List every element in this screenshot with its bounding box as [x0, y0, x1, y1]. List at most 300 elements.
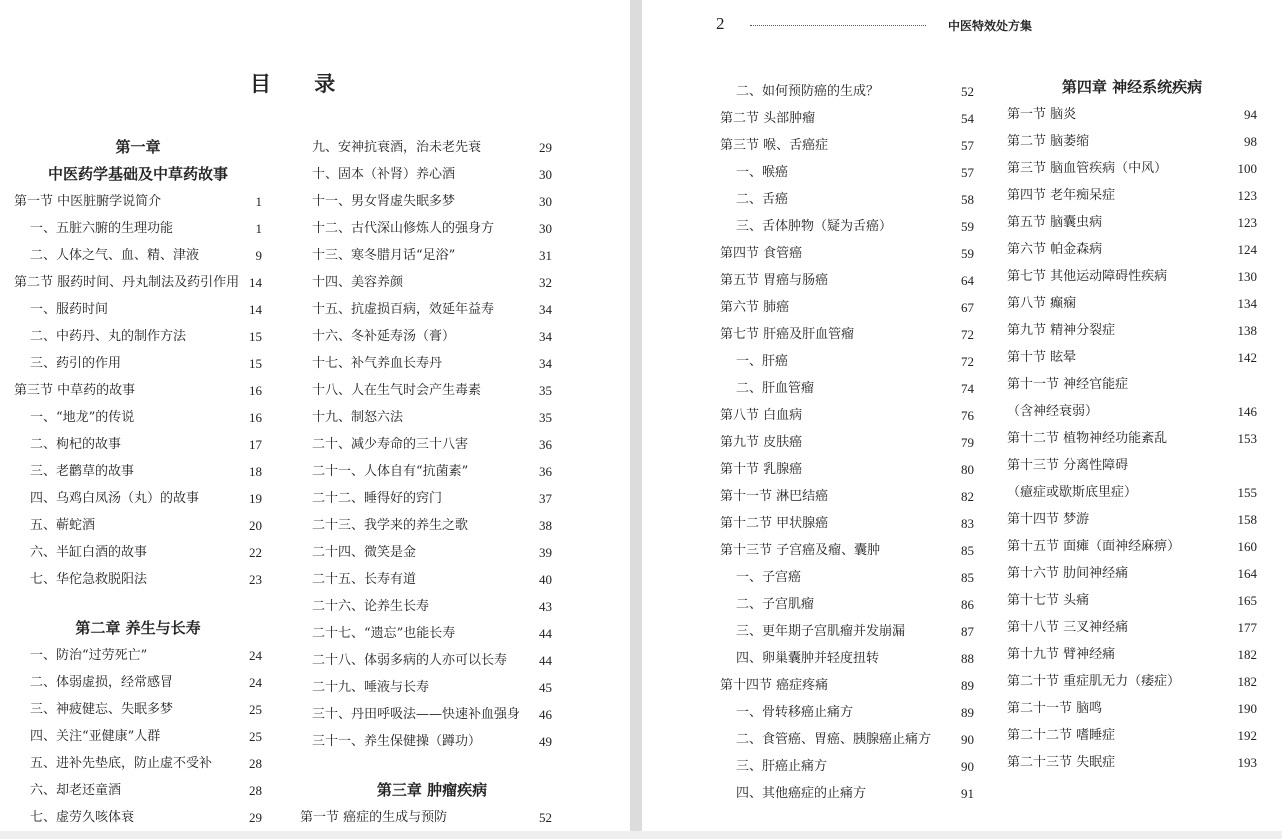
toc-entry[interactable] [312, 377, 552, 404]
toc-entry-label: 第二节 头部肿瘤 [720, 111, 816, 126]
toc-entry-label: 六、却老还童酒 [30, 783, 122, 798]
toc-entry[interactable] [1007, 614, 1257, 641]
toc-entry[interactable] [14, 642, 262, 669]
toc-entry-label: 二、如何预防癌的生成？ [736, 84, 880, 99]
toc-entry-page-number: 30 [539, 194, 552, 209]
toc-entry[interactable] [312, 161, 552, 188]
toc-entry[interactable] [14, 539, 262, 566]
toc-entry[interactable] [720, 402, 974, 429]
toc-entry-page-number: 30 [539, 167, 552, 182]
toc-entry[interactable] [1007, 317, 1257, 344]
left-page [0, 0, 630, 839]
toc-entry-page-number: 23 [249, 572, 262, 587]
toc-entry-label: 二、中药丹、丸的制作方法 [30, 329, 187, 344]
toc-entry-page-number: 24 [249, 648, 262, 663]
toc-entry-label: 第二节 服药时间、丹丸制法及药引作用 [14, 275, 240, 290]
toc-entry-label: 二、子宫肌瘤 [736, 597, 815, 612]
toc-entry-label: 第四节 食管癌 [720, 246, 803, 261]
toc-entry[interactable] [312, 242, 552, 269]
toc-entry-page-number: 19 [249, 491, 262, 506]
toc-entry[interactable] [720, 456, 974, 483]
toc-entry-label: 二、体弱虚损，经常感冒 [30, 675, 174, 690]
toc-entry[interactable] [1007, 182, 1257, 209]
toc-entry[interactable] [312, 431, 552, 458]
toc-entry-page-number: 90 [961, 759, 974, 774]
toc-entry-page-number: 85 [961, 543, 974, 558]
toc-entry-page-number: 182 [1237, 647, 1257, 662]
toc-entry-page-number: 16 [249, 383, 262, 398]
toc-entry-label: 二十、减少寿命的三十八害 [312, 437, 469, 452]
toc-entry-page-number: 49 [539, 734, 552, 749]
toc-entry[interactable] [312, 647, 552, 674]
toc-entry-page-number: 52 [539, 810, 552, 825]
toc-entry[interactable] [14, 723, 262, 750]
toc-entry-label: 十六、冬补延寿汤（膏） [312, 329, 456, 344]
toc-entry[interactable] [720, 321, 974, 348]
section-gap [14, 593, 262, 615]
toc-entry[interactable] [720, 510, 974, 537]
toc-entry[interactable] [720, 213, 974, 240]
toc-entry[interactable] [720, 105, 974, 132]
toc-entry-label: 第一节 癌症的生成与预防 [300, 810, 448, 825]
toc-entry-page-number: 34 [539, 302, 552, 317]
toc-entry[interactable] [1007, 236, 1257, 263]
toc-entry-page-number: 31 [539, 248, 552, 263]
toc-entry-page-number: 38 [539, 518, 552, 533]
toc-entry-page-number: 87 [961, 624, 974, 639]
toc-entry-label: 二、舌癌 [736, 192, 789, 207]
toc-entry[interactable] [1007, 587, 1257, 614]
toc-entry[interactable] [14, 269, 262, 296]
toc-entry-label: 第十三节 子宫癌及瘤、囊肿 [720, 543, 881, 558]
toc-entry-page-number: 177 [1237, 620, 1257, 635]
toc-entry-label: 第四节 老年痴呆症 [1007, 188, 1116, 203]
toc-entry-page-number: 30 [539, 221, 552, 236]
toc-entry[interactable] [14, 323, 262, 350]
toc-entry[interactable] [720, 591, 974, 618]
toc-entry-page-number: 192 [1237, 728, 1257, 743]
toc-entry-label: 第十一节 淋巴结癌 [720, 489, 829, 504]
toc-entry[interactable] [720, 240, 974, 267]
toc-entry-page-number: 34 [539, 329, 552, 344]
toc-entry[interactable] [14, 242, 262, 269]
toc-entry-page-number: 14 [249, 302, 262, 317]
toc-entry-label: 第三节 喉、舌癌症 [720, 138, 829, 153]
toc-entry[interactable] [14, 350, 262, 377]
toc-entry-label: 第十四节 癌症疼痛 [720, 678, 829, 693]
toc-entry-page-number: 9 [255, 248, 262, 263]
toc-entry[interactable] [720, 267, 974, 294]
toc-entry[interactable] [1007, 452, 1257, 479]
toc-entry[interactable] [720, 78, 974, 105]
toc-entry-page-number: 46 [539, 707, 552, 722]
toc-entry-label: 第六节 帕金森病 [1007, 242, 1103, 257]
toc-entry[interactable] [1007, 101, 1257, 128]
toc-entry-label: 第十二节 甲状腺癌 [720, 516, 829, 531]
toc-title: 目 录 [250, 71, 354, 96]
toc-entry-page-number: 165 [1237, 593, 1257, 608]
toc-entry-label: 十五、抗虚损百病，效延年益寿 [312, 302, 495, 317]
toc-entry-page-number: 138 [1237, 323, 1257, 338]
toc-entry[interactable] [312, 593, 552, 620]
toc-entry-page-number: 74 [961, 381, 974, 396]
toc-entry-label: 第一节 脑炎 [1007, 107, 1077, 122]
toc-entry-page-number: 89 [961, 705, 974, 720]
toc-entry[interactable] [312, 512, 552, 539]
toc-entry[interactable] [720, 294, 974, 321]
toc-entry-label: 十七、补气养血长寿丹 [312, 356, 443, 371]
toc-entry[interactable] [14, 404, 262, 431]
toc-entry[interactable] [300, 804, 552, 831]
toc-entry-label: （癔症或歇斯底里症） [1007, 485, 1138, 500]
toc-entry-label: 第十八节 三叉神经痛 [1007, 620, 1129, 635]
toc-entry-label: 二十八、体弱多病的人亦可以长寿 [312, 653, 508, 668]
toc-entry-label: 第七节 其他运动障碍性疾病 [1007, 269, 1168, 284]
section-gap [312, 755, 552, 777]
toc-entry-label: 第三节 脑血管疾病（中风） [1007, 161, 1168, 176]
left-column-2 [300, 134, 552, 831]
toc-entry-label: 第二十二节 嗜睡症 [1007, 728, 1116, 743]
toc-entry[interactable] [720, 564, 974, 591]
toc-entry[interactable] [14, 696, 262, 723]
toc-entry-label: 第三节 中草药的故事 [14, 383, 136, 398]
toc-entry-page-number: 14 [249, 275, 262, 290]
toc-entry[interactable] [312, 404, 552, 431]
toc-entry-page-number: 88 [961, 651, 974, 666]
toc-entry[interactable] [14, 296, 262, 323]
toc-entry-page-number: 76 [961, 408, 974, 423]
toc-entry[interactable] [1007, 425, 1257, 452]
toc-entry-label: 第十六节 肋间神经痛 [1007, 566, 1129, 581]
toc-entry[interactable] [720, 132, 974, 159]
toc-entry[interactable] [1007, 560, 1257, 587]
toc-entry[interactable] [14, 215, 262, 242]
toc-entry-page-number: 15 [249, 329, 262, 344]
toc-entry-label: 二十一、人体自有“抗菌素” [312, 464, 469, 479]
toc-entry[interactable] [1007, 695, 1257, 722]
toc-entry[interactable] [312, 728, 552, 755]
toc-entry[interactable] [312, 323, 552, 350]
toc-entry[interactable] [1007, 668, 1257, 695]
toc-entry-label: 五、进补先垫底，防止虚不受补 [30, 756, 213, 771]
toc-entry[interactable] [1007, 344, 1257, 371]
toc-entry-page-number: 32 [539, 275, 552, 290]
toc-entry-label: 第六节 肺癌 [720, 300, 790, 315]
toc-entry[interactable] [14, 669, 262, 696]
toc-entry-label: 九、安神抗衰酒，治未老先衰 [312, 140, 482, 155]
toc-entry-page-number: 86 [961, 597, 974, 612]
toc-entry[interactable] [720, 780, 974, 807]
toc-entry-page-number: 18 [249, 464, 262, 479]
toc-entry-label: 十九、制怒六法 [312, 410, 404, 425]
chapter-heading: 第二章 养生与长寿 [75, 619, 201, 637]
toc-entry-page-number: 58 [961, 192, 974, 207]
toc-entry-page-number: 190 [1237, 701, 1257, 716]
toc-entry[interactable] [312, 296, 552, 323]
toc-entry-page-number: 44 [539, 626, 552, 641]
toc-entry-page-number: 35 [539, 410, 552, 425]
toc-entry-page-number: 130 [1237, 269, 1257, 284]
toc-entry-page-number: 59 [961, 246, 974, 261]
toc-entry[interactable] [312, 215, 552, 242]
toc-entry-page-number: 90 [961, 732, 974, 747]
page-gutter [630, 0, 642, 839]
chapter-heading: 第四章 神经系统疾病 [1061, 78, 1203, 96]
toc-entry-page-number: 124 [1237, 242, 1257, 257]
toc-entry-page-number: 160 [1237, 539, 1257, 554]
toc-entry-page-number: 43 [539, 599, 552, 614]
toc-entry[interactable] [14, 377, 262, 404]
toc-entry-label: 第十一节 神经官能症 [1007, 377, 1129, 392]
toc-entry[interactable] [312, 620, 552, 647]
toc-entry-label: 第九节 皮肤癌 [720, 435, 803, 450]
toc-entry-page-number: 82 [961, 489, 974, 504]
toc-entry[interactable] [14, 188, 262, 215]
toc-entry-page-number: 22 [249, 545, 262, 560]
toc-entry[interactable] [312, 566, 552, 593]
chapter-heading: 第三章 肿瘤疾病 [376, 781, 488, 799]
toc-entry-label: 一、骨转移癌止痛方 [736, 705, 854, 720]
toc-entry[interactable] [1007, 722, 1257, 749]
toc-entry-label: 第二十节 重症肌无力（痿症） [1007, 674, 1181, 689]
toc-entry-label: 七、虚劳久咳体衰 [30, 810, 135, 825]
toc-entry-label: 十八、人在生气时会产生毒素 [312, 383, 482, 398]
toc-entry[interactable] [720, 618, 974, 645]
toc-entry-page-number: 123 [1237, 215, 1257, 230]
toc-entry[interactable] [312, 701, 552, 728]
toc-entry-page-number: 15 [249, 356, 262, 371]
toc-entry-label: 二、枸杞的故事 [30, 437, 122, 452]
toc-entry-label: 一、服药时间 [30, 302, 109, 317]
toc-entry[interactable] [720, 753, 974, 780]
toc-entry-label: 一、防治“过劳死亡” [30, 648, 148, 663]
toc-entry-label: 十二、古代深山修炼人的强身方 [312, 221, 495, 236]
toc-entry[interactable] [14, 458, 262, 485]
chapter-heading: 第一章 [115, 138, 161, 156]
viewer-bottom-bar [0, 831, 1282, 839]
toc-entry-label: 第二节 脑萎缩 [1007, 134, 1090, 149]
toc-entry-label: 三、舌体肿物（疑为舌癌） [736, 219, 893, 234]
toc-entry-page-number: 52 [961, 84, 974, 99]
toc-entry[interactable] [1007, 128, 1257, 155]
toc-entry[interactable] [1007, 398, 1257, 425]
toc-entry-page-number: 28 [249, 783, 262, 798]
toc-entry[interactable] [14, 566, 262, 593]
toc-entry[interactable] [312, 350, 552, 377]
toc-entry[interactable] [720, 672, 974, 699]
toc-entry-page-number: 1 [255, 194, 262, 209]
toc-entry-label: 一、肝癌 [736, 354, 789, 369]
toc-entry[interactable] [312, 539, 552, 566]
toc-entry-page-number: 155 [1237, 485, 1257, 500]
toc-entry-page-number: 153 [1237, 431, 1257, 446]
toc-entry-label: 三十、丹田呼吸法——快速补血强身 [312, 707, 521, 722]
toc-entry-page-number: 72 [961, 354, 974, 369]
toc-entry-label: （含神经衰弱） [1007, 404, 1099, 419]
toc-entry-label: 第八节 白血病 [720, 408, 803, 423]
toc-entry-page-number: 158 [1237, 512, 1257, 527]
toc-entry-label: 第二十一节 脑鸣 [1007, 701, 1103, 716]
toc-entry-label: 二、食管癌、胃癌、胰腺癌止痛方 [736, 732, 932, 747]
toc-entry-page-number: 54 [961, 111, 974, 126]
toc-entry-label: 三、更年期子宫肌瘤并发崩漏 [736, 624, 906, 639]
toc-entry-label: 六、半缸白酒的故事 [30, 545, 148, 560]
toc-entry[interactable] [720, 429, 974, 456]
toc-entry-label: 一、子宫癌 [736, 570, 802, 585]
toc-entry-label: 第十二节 植物神经功能紊乱 [1007, 431, 1168, 446]
toc-entry[interactable] [1007, 479, 1257, 506]
right-column-1 [720, 78, 974, 807]
toc-entry-page-number: 123 [1237, 188, 1257, 203]
toc-entry-label: 第七节 肝癌及肝血管瘤 [720, 327, 855, 342]
toc-entry[interactable] [720, 186, 974, 213]
toc-entry-label: 二、肝血管瘤 [736, 381, 815, 396]
header-page-number: 2 [716, 14, 725, 33]
toc-entry-page-number: 39 [539, 545, 552, 560]
toc-entry-label: 二十二、睡得好的窍门 [312, 491, 443, 506]
toc-entry-page-number: 29 [539, 140, 552, 155]
toc-entry[interactable] [1007, 533, 1257, 560]
toc-entry-label: 二十五、长寿有道 [312, 572, 417, 587]
toc-entry-label: 第十九节 臂神经痛 [1007, 647, 1116, 662]
toc-entry[interactable] [720, 699, 974, 726]
toc-entry-label: 五、蕲蛇酒 [30, 518, 96, 533]
toc-entry-page-number: 35 [539, 383, 552, 398]
toc-entry-label: 第一节 中医脏腑学说简介 [14, 194, 162, 209]
toc-entry-page-number: 100 [1237, 161, 1257, 176]
toc-entry-page-number: 36 [539, 437, 552, 452]
toc-entry-label: 三、老鹳草的故事 [30, 464, 135, 479]
toc-entry-label: 第五节 胃癌与肠癌 [720, 273, 829, 288]
toc-entry-page-number: 85 [961, 570, 974, 585]
toc-entry-page-number: 17 [249, 437, 262, 452]
right-column-2 [1007, 74, 1257, 776]
toc-entry[interactable] [1007, 155, 1257, 182]
toc-entry-label: 第五节 脑囊虫病 [1007, 215, 1103, 230]
toc-entry[interactable] [1007, 506, 1257, 533]
toc-entry-label: 第九节 精神分裂症 [1007, 323, 1116, 338]
toc-entry[interactable] [720, 537, 974, 564]
toc-entry-label: 二十七、“遗忘”也能长寿 [312, 626, 456, 641]
toc-entry-page-number: 59 [961, 219, 974, 234]
toc-entry-page-number: 142 [1237, 350, 1257, 365]
toc-entry[interactable] [14, 750, 262, 777]
toc-entry[interactable] [312, 134, 552, 161]
toc-entry-label: 第十五节 面瘫（面神经麻痹） [1007, 539, 1181, 554]
toc-entry-label: 第二十三节 失眠症 [1007, 755, 1116, 770]
toc-entry[interactable] [14, 485, 262, 512]
toc-entry-page-number: 37 [539, 491, 552, 506]
toc-entry[interactable] [1007, 641, 1257, 668]
toc-entry-page-number: 89 [961, 678, 974, 693]
toc-entry[interactable] [312, 269, 552, 296]
toc-entry-page-number: 34 [539, 356, 552, 371]
toc-entry[interactable] [1007, 209, 1257, 236]
toc-entry-page-number: 29 [249, 810, 262, 825]
toc-entry-page-number: 44 [539, 653, 552, 668]
toc-entry-label: 二十六、论养生长寿 [312, 599, 430, 614]
toc-entry[interactable] [1007, 749, 1257, 776]
toc-entry[interactable] [720, 159, 974, 186]
toc-entry[interactable] [312, 674, 552, 701]
toc-entry[interactable] [1007, 290, 1257, 317]
toc-entry-label: 十、固本（补肾）养心酒 [312, 167, 456, 182]
toc-entry-page-number: 67 [961, 300, 974, 315]
toc-entry-page-number: 40 [539, 572, 552, 587]
toc-entry-page-number: 134 [1237, 296, 1257, 311]
toc-entry[interactable] [312, 188, 552, 215]
toc-entry-label: 四、卵巢囊肿并轻度扭转 [736, 651, 880, 666]
toc-entry-label: 二十四、微笑是金 [312, 545, 417, 560]
toc-entry-page-number: 182 [1237, 674, 1257, 689]
toc-entry-label: 三、肝癌止痛方 [736, 759, 828, 774]
toc-entry[interactable] [720, 483, 974, 510]
toc-entry-page-number: 164 [1237, 566, 1257, 581]
toc-entry-page-number: 79 [961, 435, 974, 450]
toc-entry-page-number: 98 [1244, 134, 1257, 149]
header-book-title: 中医特效处方集 [948, 19, 1033, 33]
toc-entry[interactable] [14, 431, 262, 458]
toc-entry-page-number: 20 [249, 518, 262, 533]
toc-entry-page-number: 83 [961, 516, 974, 531]
toc-entry-page-number: 57 [961, 165, 974, 180]
toc-entry-label: 三、药引的作用 [30, 356, 122, 371]
toc-entry[interactable] [14, 804, 262, 831]
toc-entry[interactable] [720, 726, 974, 753]
toc-entry-label: 十三、寒冬腊月话“足浴” [312, 248, 456, 263]
toc-entry-page-number: 28 [249, 756, 262, 771]
toc-entry-label: 第十节 眩晕 [1007, 350, 1077, 365]
toc-entry-page-number: 72 [961, 327, 974, 342]
toc-entry-page-number: 64 [961, 273, 974, 288]
toc-entry[interactable] [720, 375, 974, 402]
toc-entry[interactable] [312, 485, 552, 512]
chapter-heading: 中医药学基础及中草药故事 [47, 165, 228, 183]
toc-entry-label: 一、五脏六腑的生理功能 [30, 221, 174, 236]
toc-entry-label: 四、关注“亚健康”人群 [30, 729, 161, 744]
toc-entry-label: 一、“地龙”的传说 [30, 410, 135, 425]
toc-entry-page-number: 80 [961, 462, 974, 477]
toc-entry-page-number: 1 [255, 221, 262, 236]
toc-entry-page-number: 146 [1237, 404, 1257, 419]
toc-entry-label: 第十七节 头痛 [1007, 593, 1090, 608]
toc-entry-page-number: 94 [1244, 107, 1257, 122]
toc-entry-label: 四、其他癌症的止痛方 [736, 786, 867, 801]
toc-entry-label: 四、乌鸡白凤汤（丸）的故事 [30, 491, 200, 506]
toc-entry-label: 三、神疲健忘、失眠多梦 [30, 702, 174, 717]
toc-entry-page-number: 25 [249, 702, 262, 717]
toc-entry[interactable] [1007, 371, 1257, 398]
toc-entry-label: 第十节 乳腺癌 [720, 462, 803, 477]
toc-entry-label: 十四、美容养颜 [312, 275, 404, 290]
toc-entry[interactable] [1007, 263, 1257, 290]
toc-entry-page-number: 24 [249, 675, 262, 690]
toc-entry-page-number: 16 [249, 410, 262, 425]
toc-entry-page-number: 25 [249, 729, 262, 744]
toc-entry-page-number: 193 [1237, 755, 1257, 770]
toc-entry[interactable] [312, 458, 552, 485]
toc-entry-label: 三十一、养生保健操（蹲功） [312, 734, 482, 749]
toc-entry-label: 一、喉癌 [736, 165, 789, 180]
toc-entry-page-number: 36 [539, 464, 552, 479]
toc-entry[interactable] [14, 512, 262, 539]
toc-entry[interactable] [720, 645, 974, 672]
toc-entry[interactable] [14, 777, 262, 804]
toc-entry-label: 第八节 癫痫 [1007, 296, 1077, 311]
toc-entry[interactable] [720, 348, 974, 375]
toc-entry-label: 第十三节 分离性障碍 [1007, 458, 1129, 473]
left-column-1 [14, 134, 262, 831]
